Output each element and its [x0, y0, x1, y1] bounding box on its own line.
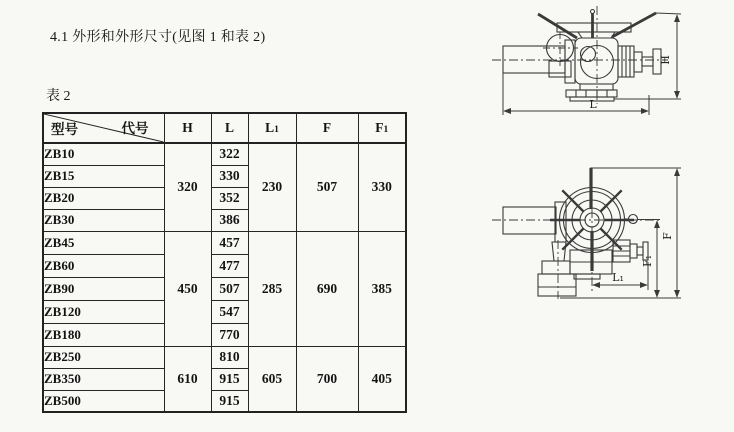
f-cell: 507 [296, 143, 358, 231]
table-body [43, 143, 406, 412]
l1-cell: 285 [248, 231, 296, 346]
table-caption: 表 2 [46, 89, 71, 104]
col-header-l1: L1 [248, 113, 296, 143]
f-cell: 690 [296, 231, 358, 346]
model-cell: ZB10 [43, 143, 164, 165]
l-cell: 810 [211, 346, 248, 368]
model-cell: ZB350 [43, 368, 164, 390]
model-cell: ZB15 [43, 165, 164, 187]
dim-label-f: F [661, 232, 674, 240]
l-cell: 770 [211, 323, 248, 346]
model-cell: ZB120 [43, 300, 164, 323]
figure-front-view [485, 155, 695, 310]
l-cell: 915 [211, 390, 248, 412]
table-row [43, 231, 406, 254]
model-cell: ZB180 [43, 323, 164, 346]
dim-label-h: H [659, 55, 672, 65]
section-heading: 4.1 外形和外形尺寸(见图 1 和表 2) [50, 30, 266, 45]
l-cell: 507 [211, 277, 248, 300]
l-cell: 547 [211, 300, 248, 323]
l-cell: 386 [211, 209, 248, 231]
l-cell: 330 [211, 165, 248, 187]
l-cell: 352 [211, 187, 248, 209]
dim-label-l: L [589, 98, 597, 111]
l1-cell: 230 [248, 143, 296, 231]
front-view-drawing [492, 168, 660, 299]
dim-label-f1: F₁ [641, 254, 654, 268]
l1-cell: 605 [248, 346, 296, 412]
header-row [43, 113, 406, 143]
model-cell: ZB30 [43, 209, 164, 231]
h-cell: 610 [164, 346, 211, 412]
f1-cell: 405 [358, 346, 406, 412]
model-cell: ZB500 [43, 390, 164, 412]
model-cell: ZB60 [43, 254, 164, 277]
table-row [43, 143, 406, 165]
corner-cell [43, 113, 164, 143]
model-cell: ZB250 [43, 346, 164, 368]
f1-cell: 330 [358, 143, 406, 231]
side-view-drawing [492, 6, 668, 104]
model-cell: ZB90 [43, 277, 164, 300]
col-header-h: H [164, 113, 211, 143]
model-cell: ZB45 [43, 231, 164, 254]
h-cell: 450 [164, 231, 211, 346]
col-header-f: F [296, 113, 358, 143]
f-cell: 700 [296, 346, 358, 412]
h-cell: 320 [164, 143, 211, 231]
l-cell: 915 [211, 368, 248, 390]
corner-label-model: 型号 [51, 122, 78, 137]
f1-cell: 385 [358, 231, 406, 346]
table-row [43, 346, 406, 368]
dim-label-l1: L₁ [612, 271, 624, 284]
l-cell: 322 [211, 143, 248, 165]
l-cell: 457 [211, 231, 248, 254]
model-cell: ZB20 [43, 187, 164, 209]
col-header-l: L [211, 113, 248, 143]
dimensions-table [42, 112, 407, 413]
figure-side-view [485, 0, 695, 125]
col-header-f1: F1 [358, 113, 406, 143]
corner-label-code: 代号 [121, 120, 149, 136]
l-cell: 477 [211, 254, 248, 277]
